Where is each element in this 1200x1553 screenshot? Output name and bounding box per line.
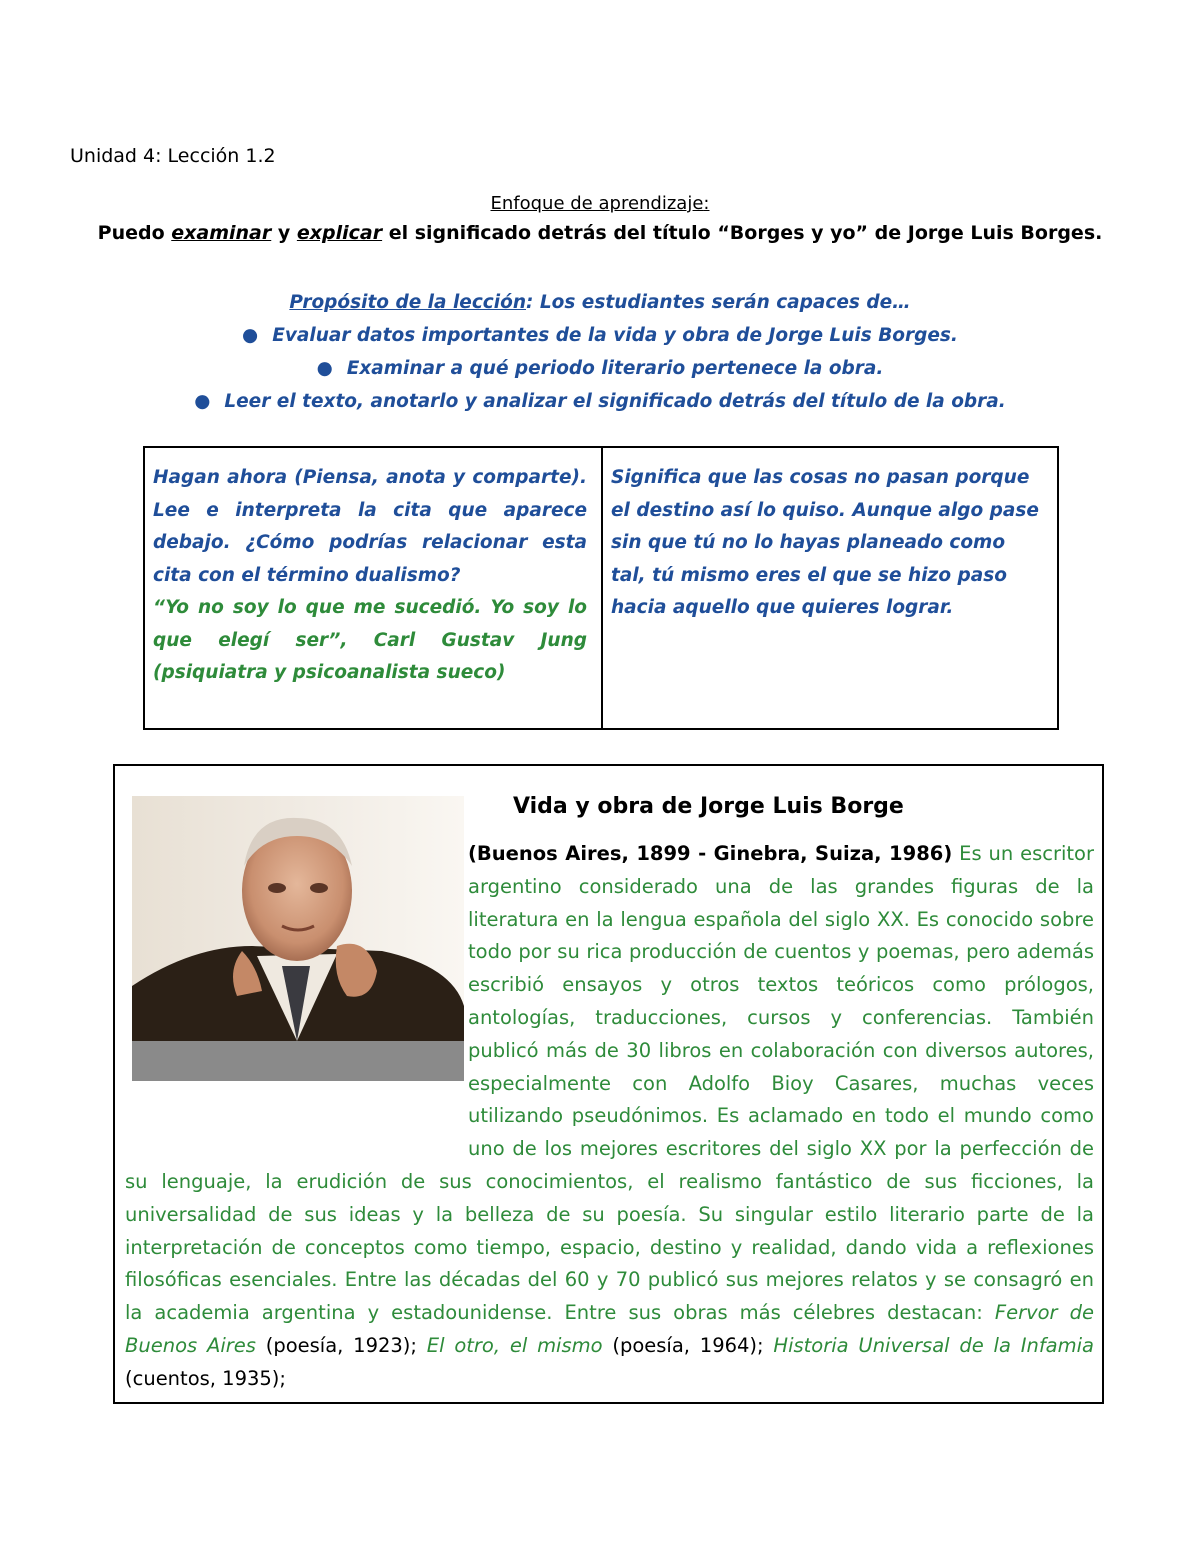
- purpose-label: Propósito de la lección: [289, 292, 526, 313]
- bullet-icon: ●: [316, 358, 333, 379]
- learning-focus-colon: :: [703, 193, 710, 214]
- work-title: Fervor de Buenos Aires: [125, 1301, 1094, 1357]
- work-note: (poesía, 1923);: [255, 1333, 427, 1357]
- purpose-bullet-item: [0, 352, 1200, 385]
- purpose-bullet-text: Examinar a qué periodo literario pertenece la obra.: [346, 358, 884, 379]
- goal-examinar: examinar: [171, 222, 272, 244]
- work-title: Historia Universal de la Infamia: [773, 1333, 1094, 1357]
- biography-dates-text: (Buenos Aires, 1899 - Ginebra, Suiza, 1986): [468, 842, 953, 865]
- photo-float-spacer: [125, 838, 468, 1134]
- do-now-prompt-cell: [145, 448, 603, 728]
- work-title: El otro, el mismo: [426, 1333, 603, 1357]
- work-note: (poesía, 1964);: [602, 1333, 774, 1357]
- do-now-answer: Significa que las cosas no pasan porque el destino así lo quiso. Aunque algo pase sin que tú no lo hayas planeado como tal, tú mismo eres el que se hizo paso hacia aquello que quieres lograr.: [611, 467, 1039, 618]
- biography-dates: [468, 842, 952, 865]
- learning-focus-label: [0, 193, 1200, 214]
- unit-lesson-heading: Unidad 4: Lección 1.2: [70, 145, 276, 167]
- purpose-bullet-text: Leer el texto, anotarlo y analizar el significado detrás del título de la obra.: [224, 391, 1006, 412]
- biography-title: Vida y obra de Jorge Luis Borge: [513, 794, 904, 819]
- purpose-intro-line: [0, 286, 1200, 319]
- learning-goal: [0, 222, 1200, 244]
- bullet-icon: ●: [242, 325, 259, 346]
- purpose-bullet-item: [0, 385, 1200, 418]
- do-now-table: [143, 446, 1059, 730]
- do-now-answer-cell: [603, 448, 1057, 728]
- purpose-intro: : Los estudiantes serán capaces de…: [526, 292, 911, 313]
- lesson-purpose: [0, 286, 1200, 418]
- biography-box: [113, 764, 1104, 1404]
- jung-quote: “Yo no soy lo que me sucedió. Yo soy lo que elegí ser”, Carl Gustav Jung (psiquiatra y psicoanalista sueco): [153, 597, 587, 683]
- bullet-icon: ●: [194, 391, 211, 412]
- do-now-prompt: Hagan ahora (Piensa, anota y comparte). Lee e interpreta la cita que aparece debajo. ¿Cómo podrías relacionar esta cita con el término dualismo?: [153, 467, 587, 586]
- work-note: (cuentos, 1935);: [125, 1366, 286, 1390]
- biography-text: [125, 838, 1094, 1396]
- purpose-bullet-item: [0, 319, 1200, 352]
- learning-focus-label-text: Enfoque de aprendizaje: [490, 193, 704, 214]
- biography-paragraph: Es un escritor argentino considerado una de las grandes figuras de la literatura en la lengua española del siglo XX. Es conocido sobre todo por su rica producción de cuentos y poemas, pero además escribió ensayos y otros textos teóricos como prólogos, antologías, traducciones, cursos y conferencias. También publicó más de 30 libros en colaboración con diversos autores, especialmente con Adolfo Bioy Casares, muchas veces utilizando pseudónimos. Es aclamado en todo el mundo como uno de los mejores escritores del siglo XX por la perfección de su lenguaje, la erudición de sus conocimientos, el realismo fantástico de sus ficciones, la universalidad de sus ideas y la belleza de su poesía. Su singular estilo literario parte de la interpretación de conceptos como tiempo, espacio, destino y realidad, dando vida a reflexiones filosóficas esenciales. Entre las décadas del 60 y 70 publicó sus mejores relatos y se consagró en la academia argentina y estadounidense. Entre sus obras más célebres destacan:: [125, 842, 1094, 1325]
- goal-part-2: y: [271, 222, 297, 244]
- purpose-bullet-text: Evaluar datos importantes de la vida y obra de Jorge Luis Borges.: [272, 325, 958, 346]
- goal-part-3: el significado detrás del título “Borges y yo” de Jorge Luis Borges.: [382, 222, 1103, 244]
- goal-explicar: explicar: [296, 222, 383, 244]
- goal-part-1: Puedo: [97, 222, 172, 244]
